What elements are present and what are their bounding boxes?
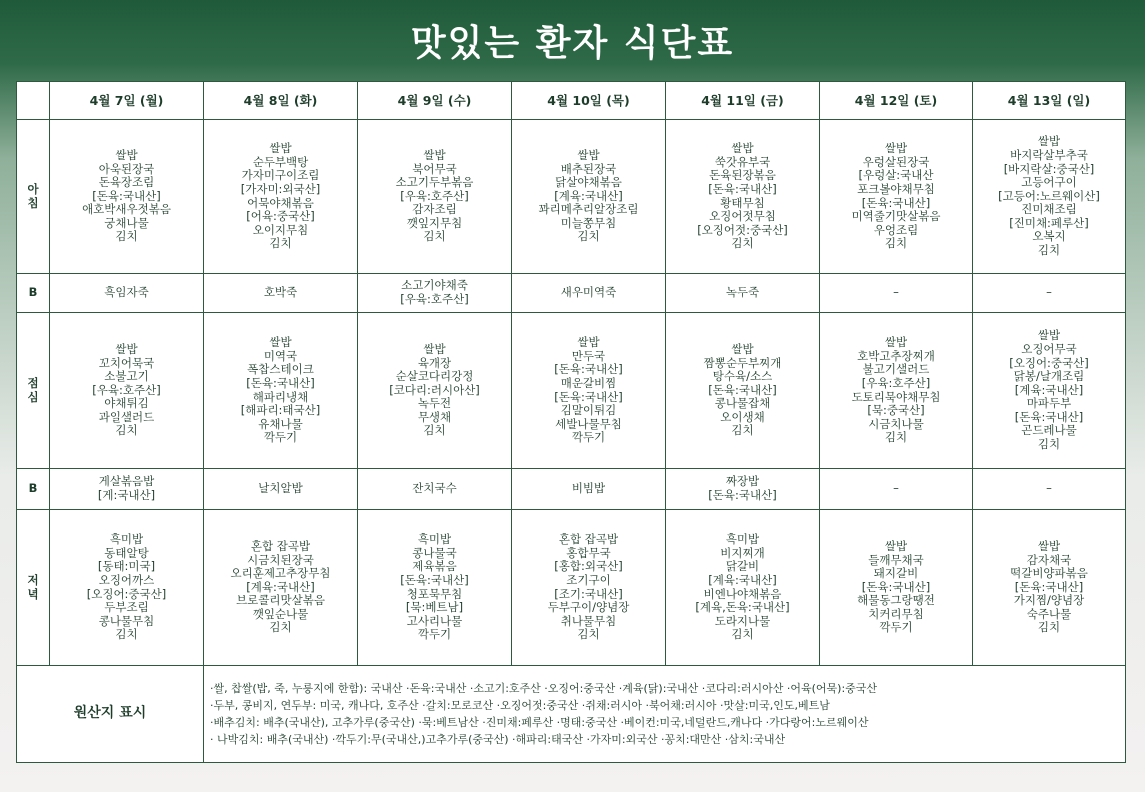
menu-item: [돈육:국내산] [92,188,161,203]
menu-item: 비빔밥 [571,481,606,496]
menu-item: [오징어:중국산] [1009,355,1089,370]
menu-item: 김치 [1037,620,1061,635]
menu-item: 김치 [731,423,754,438]
menu-item: [돈육:국내산] [1014,409,1084,424]
menu-item: 돈육장조림 [98,175,155,190]
menu-item: 도토리묵야채무침 [851,389,941,404]
menu-item: 유채나물 [258,416,303,431]
menu-item: [우육:호주산] [861,375,931,390]
menu-item: 세발나물무침 [555,416,622,431]
menu-item: 과일샐러드 [98,409,155,424]
menu-item: 감자채국 [1026,552,1072,567]
breakfast-row [17,120,1126,274]
menu-item: 콩나물국 [412,545,457,560]
menu-item: 시금치된장국 [247,552,314,567]
corner-cell [17,82,50,120]
menu-item: [바지락살:중국산] [1003,161,1095,176]
menu-item: 소불고기 [104,369,149,384]
menu-item: 김치 [731,236,754,251]
menu-cell [666,274,820,313]
menu-item: 김치 [269,620,292,635]
menu-item: 비엔나야채볶음 [703,586,782,601]
menu-item: 해파리냉채 [252,389,309,404]
menu-cell [666,120,820,274]
meal-label [17,274,50,313]
menu-item: 동태알탕 [104,545,149,560]
menu-cell [204,510,358,666]
menu-item: 김치 [115,627,138,642]
menu-item: 김치 [1037,437,1061,452]
menu-item: 포크볼야채무침 [857,181,935,196]
menu-item: 쑥갓유부국 [714,154,771,169]
menu-cell [358,120,512,274]
menu-item: [계육:국내산] [1014,382,1084,397]
menu-item: 쌀밥 [115,341,138,356]
menu-item: [묵:중국산] [867,403,925,418]
menu-item: 감자조림 [412,202,457,217]
menu-item: 깻잎순나물 [252,606,309,621]
meal-label-char: 아 [27,181,39,196]
menu-item: [돈육:국내산] [400,572,469,587]
menu-cell [820,313,973,469]
menu-item: – [1046,285,1052,300]
menu-item: 미역국 [263,348,298,363]
origin-line: ·두부, 콩비지, 연두부: 미국, 캐나다, 호주산 ·갈치:모로코산 ·오징어젓:중국산 ·쥐채:러시아 ·북어채:러시아 ·맛살:미국,인도,베트남 [210,699,830,712]
menu-item: 진미채조림 [1021,202,1077,217]
menu-item: [돈육:국내산] [708,181,777,196]
menu-item: 시금치나물 [868,416,924,431]
menu-item: [돈육:국내산] [708,488,777,502]
menu-cell [973,469,1126,510]
menu-item: 깍두기 [263,430,298,445]
menu-item: 애호박새우젓볶음 [82,202,171,217]
menu-item: 김치 [423,423,446,438]
menu-item: 닭봉/날개조림 [1013,369,1085,384]
menu-item: 청포묵무침 [406,586,463,601]
menu-item: 쌀밥 [1037,328,1061,343]
snack-row-1 [17,274,1126,313]
menu-item: 소고기야채죽 [401,278,468,293]
menu-item: 김치 [884,430,908,445]
menu-item: 조기구이 [566,572,611,587]
menu-item: 김치 [884,236,908,251]
menu-cell [512,120,666,274]
menu-cell [666,510,820,666]
menu-item: 쌀밥 [884,335,908,350]
menu-item: 비지찌개 [720,545,765,560]
menu-cell [512,469,666,510]
menu-item: 마파두부 [1026,396,1072,411]
menu-item: 북어무국 [412,161,457,176]
day-header: 4월 11일 (금) [666,82,820,120]
menu-item: 흑미밥 [417,532,452,547]
menu-item: 김치 [577,229,600,244]
menu-item: 미역줄기맛살볶음 [851,209,941,224]
menu-cell [973,510,1126,666]
menu-item: 호박고추장찌개 [857,348,935,363]
menu-item: 두부조림 [104,600,149,615]
menu-item: 쌀밥 [731,341,754,356]
menu-item: 날치알밥 [258,481,303,496]
menu-cell [820,510,973,666]
origin-info [204,666,1126,763]
menu-item: 김치 [577,627,600,642]
menu-item: – [1046,481,1052,496]
menu-cell [50,510,204,666]
menu-item: [우렁살:국내산 [858,168,934,183]
menu-cell [358,313,512,469]
menu-item: 불고기샐러드 [862,362,930,377]
menu-cell [358,274,512,313]
origin-line: · 나박김치: 배추(국내산) ·깍두기:무(국내산,)고추가루(중국산) ·해파리:태국산 ·가자미:외국산 ·꽁치:대만산 ·삼치:국내산 [210,733,786,746]
menu-item: 쌀밥 [1037,134,1061,149]
menu-item: [우육:호주산] [400,292,469,306]
menu-item: 야채튀김 [104,396,149,411]
dinner-row [17,510,1126,666]
menu-item: 순살코다리강정 [395,369,474,384]
menu-item: 잔치국수 [412,481,457,496]
menu-item: 가자미구이조림 [241,168,320,183]
menu-item: 곤드레나물 [1021,423,1077,438]
menu-item: 가지찜/양념장 [1013,593,1085,608]
menu-item: 김치 [731,627,754,642]
menu-item: 브로콜리맛살볶음 [236,593,325,608]
day-header: 4월 8일 (화) [204,82,358,120]
menu-item: [홍합:외국산] [554,559,623,574]
menu-cell [204,313,358,469]
menu-item: 김치 [115,229,138,244]
meal-label [17,313,50,469]
menu-item: 오징어까스 [98,572,155,587]
menu-item: [계육:국내산] [246,579,315,594]
menu-item: [동태:미국] [97,559,156,574]
menu-item: [돈육:국내산] [246,375,315,390]
menu-item: 흑미밥 [109,532,144,547]
menu-item: 혼합 잡곡밥 [250,538,311,553]
menu-cell [820,469,973,510]
menu-item: [오징어젓:중국산] [697,222,788,237]
meal-label-char: 녁 [27,586,39,601]
menu-item: 황태무침 [720,195,765,210]
menu-item: [계육,돈육:국내산] [695,600,790,615]
menu-item: 미늘쫑무침 [560,215,617,230]
menu-item: 김치 [423,229,446,244]
menu-item: 깍두기 [417,627,452,642]
menu-item: 취나물무침 [560,613,617,628]
menu-item: 콩나물무침 [98,613,155,628]
menu-cell [820,120,973,274]
menu-item: 김치 [115,423,138,438]
menu-item: [계육:국내산] [554,188,623,203]
menu-cell [512,274,666,313]
menu-item: 짬뽕순두부찌개 [703,355,782,370]
meal-label-char: 저 [27,572,39,587]
meal-label [17,469,50,510]
menu-item: [가자미:외국산] [240,181,321,196]
menu-item: 오이지무침 [252,222,309,237]
menu-item: 쌀밥 [115,147,138,162]
menu-item: 쌀밥 [577,147,600,162]
menu-item: 게살볶음밥 [98,474,155,489]
menu-item: 콩나물잡채 [714,396,771,411]
menu-item: 깻잎지무침 [406,215,463,230]
menu-item: 무생채 [417,409,452,424]
menu-item: 쌀밥 [423,341,446,356]
menu-item: 쌀밥 [731,141,754,156]
menu-cell [204,120,358,274]
menu-item: – [893,285,899,300]
page-title: 맛있는 환자 식단표 [410,22,735,64]
menu-item: 새우미역죽 [560,285,617,300]
menu-item: 두부구이/양념장 [547,600,630,615]
menu-cell [666,313,820,469]
menu-cell [204,469,358,510]
menu-cell [973,120,1126,274]
origin-row [17,666,1126,763]
menu-cell [50,274,204,313]
menu-item: 김치 [269,236,292,251]
menu-item: 혼합 잡곡밥 [558,532,619,547]
menu-item: [돈육:국내산] [554,362,623,377]
menu-item: [조기:국내산] [554,586,623,601]
menu-item: 깍두기 [571,430,606,445]
lunch-row [17,313,1126,469]
menu-item: 만두국 [571,348,606,363]
menu-item: 폭찹스테이크 [247,362,314,377]
menu-item: [해파리:태국산] [240,403,321,418]
menu-item: 탕수육/소스 [712,369,773,384]
menu-cell [50,313,204,469]
menu-item: [코다리:러시아산] [389,382,480,397]
menu-item: [진미채:페루산] [1009,215,1089,230]
meal-label-char: B [28,481,38,496]
meal-label-char: 점 [27,375,39,390]
menu-item: [어육:중국산] [246,209,315,224]
day-header: 4월 13일 (일) [973,82,1126,120]
meal-plan-table [16,81,1126,763]
menu-item: [게:국내산] [97,488,156,502]
origin-line: ·배추김치: 배추(국내산), 고추가루(중국산) ·묵:베트남산 ·진미채:페루산 ·명태:중국산 ·베이컨:미국,네덜란드,캐나다 ·가다랑어:노르웨이산 [210,716,869,729]
menu-item: 육개장 [417,355,452,370]
menu-item: 숙주나물 [1026,606,1072,621]
menu-item: 김치 [1037,243,1061,258]
menu-item: 쌀밥 [884,538,908,553]
day-header: 4월 9일 (수) [358,82,512,120]
menu-item: 고등어구이 [1021,175,1077,190]
menu-item: 오복지 [1032,229,1066,244]
menu-item: [돈육:국내산] [861,195,931,210]
menu-item: 꼬치어묵국 [98,355,155,370]
menu-item: 오징어무국 [1021,341,1077,356]
menu-item: 흑미밥 [725,532,760,547]
meal-label-char: 심 [27,389,39,404]
menu-item: [고등어:노르웨이산] [998,188,1100,203]
menu-item: 돈육된장볶음 [709,168,776,183]
menu-item: 매운갈비찜 [560,375,617,390]
day-header: 4월 7일 (월) [50,82,204,120]
menu-cell [50,120,204,274]
menu-item: [묵:베트남] [405,600,464,615]
menu-item: [계육:국내산] [708,572,777,587]
menu-item: 녹두전 [417,396,452,411]
menu-cell [358,510,512,666]
menu-item: 닭살야채볶음 [555,175,622,190]
menu-item: 짜장밥 [725,474,760,489]
menu-item: 우렁살된장국 [862,154,930,169]
meal-label [17,120,50,274]
origin-label: 원산지 표시 [17,666,204,763]
menu-cell [50,469,204,510]
menu-cell [512,510,666,666]
menu-item: 꽈리메추리알장조림 [538,202,639,217]
menu-item: [돈육:국내산] [554,389,623,404]
menu-item: [돈육:국내산] [708,382,777,397]
menu-item: 쌀밥 [884,141,908,156]
menu-item: 궁채나물 [104,215,149,230]
menu-cell [204,274,358,313]
menu-item: 순두부백탕 [252,154,309,169]
menu-item: 쌀밥 [269,141,292,156]
menu-item: 깍두기 [879,620,913,635]
menu-item: 제육볶음 [412,559,457,574]
menu-cell [666,469,820,510]
menu-item: 닭갈비 [725,559,760,574]
origin-line: ·쌀, 찹쌀(밥, 죽, 누룽지에 한함): 국내산 ·돈육:국내산 ·소고기:호주산 ·오징어:중국산 ·계육(닭):국내산 ·코다리:러시아산 ·어육(어묵):중국산 [210,682,878,695]
meal-label-char: B [28,285,38,300]
menu-item: 도라지나물 [714,613,771,628]
menu-item: 바지락살부추국 [1010,147,1088,162]
menu-item: [우육:호주산] [92,382,161,397]
menu-item: 호박죽 [263,285,298,300]
menu-item: 쌀밥 [269,335,292,350]
menu-item: [돈육:국내산] [861,579,931,594]
menu-item: 쌀밥 [1037,538,1061,553]
meal-label-char: 침 [27,195,39,210]
menu-item: 아욱된장국 [98,161,155,176]
menu-item: 돼지갈비 [873,566,919,581]
menu-item: 오징어젓무침 [709,209,776,224]
meal-label [17,510,50,666]
snack-row-2 [17,469,1126,510]
menu-cell [512,313,666,469]
menu-item: 쌀밥 [577,335,600,350]
menu-cell [973,313,1126,469]
menu-item: 흑임자죽 [104,285,149,300]
menu-item: 쌀밥 [423,147,446,162]
menu-item: 우엉조림 [873,222,919,237]
menu-item: 오리훈제고추장무침 [230,566,331,581]
menu-item: [우육:호주산] [400,188,469,203]
day-header: 4월 12일 (토) [820,82,973,120]
menu-item: [돈육:국내산] [1014,579,1084,594]
day-header: 4월 10일 (목) [512,82,666,120]
menu-item: 배추된장국 [560,161,617,176]
menu-item: 소고기두부볶음 [395,175,474,190]
menu-cell [820,274,973,313]
header-row [17,82,1126,120]
menu-item: 김말이튀김 [560,403,617,418]
menu-item: 떡갈비양파볶음 [1010,566,1088,581]
menu-item: 오이생채 [720,409,765,424]
menu-item: 녹두죽 [725,285,760,300]
menu-item: 어묵야채볶음 [247,195,314,210]
menu-item: – [893,481,899,496]
menu-cell [358,469,512,510]
menu-item: 고사리나물 [406,613,463,628]
menu-cell [973,274,1126,313]
menu-item: 들깨무채국 [868,552,924,567]
menu-item: 홍합무국 [566,545,611,560]
menu-item: 해물동그랑땡전 [857,593,935,608]
menu-item: 치커리무침 [868,606,924,621]
menu-item: [오징어:중국산] [86,586,167,601]
